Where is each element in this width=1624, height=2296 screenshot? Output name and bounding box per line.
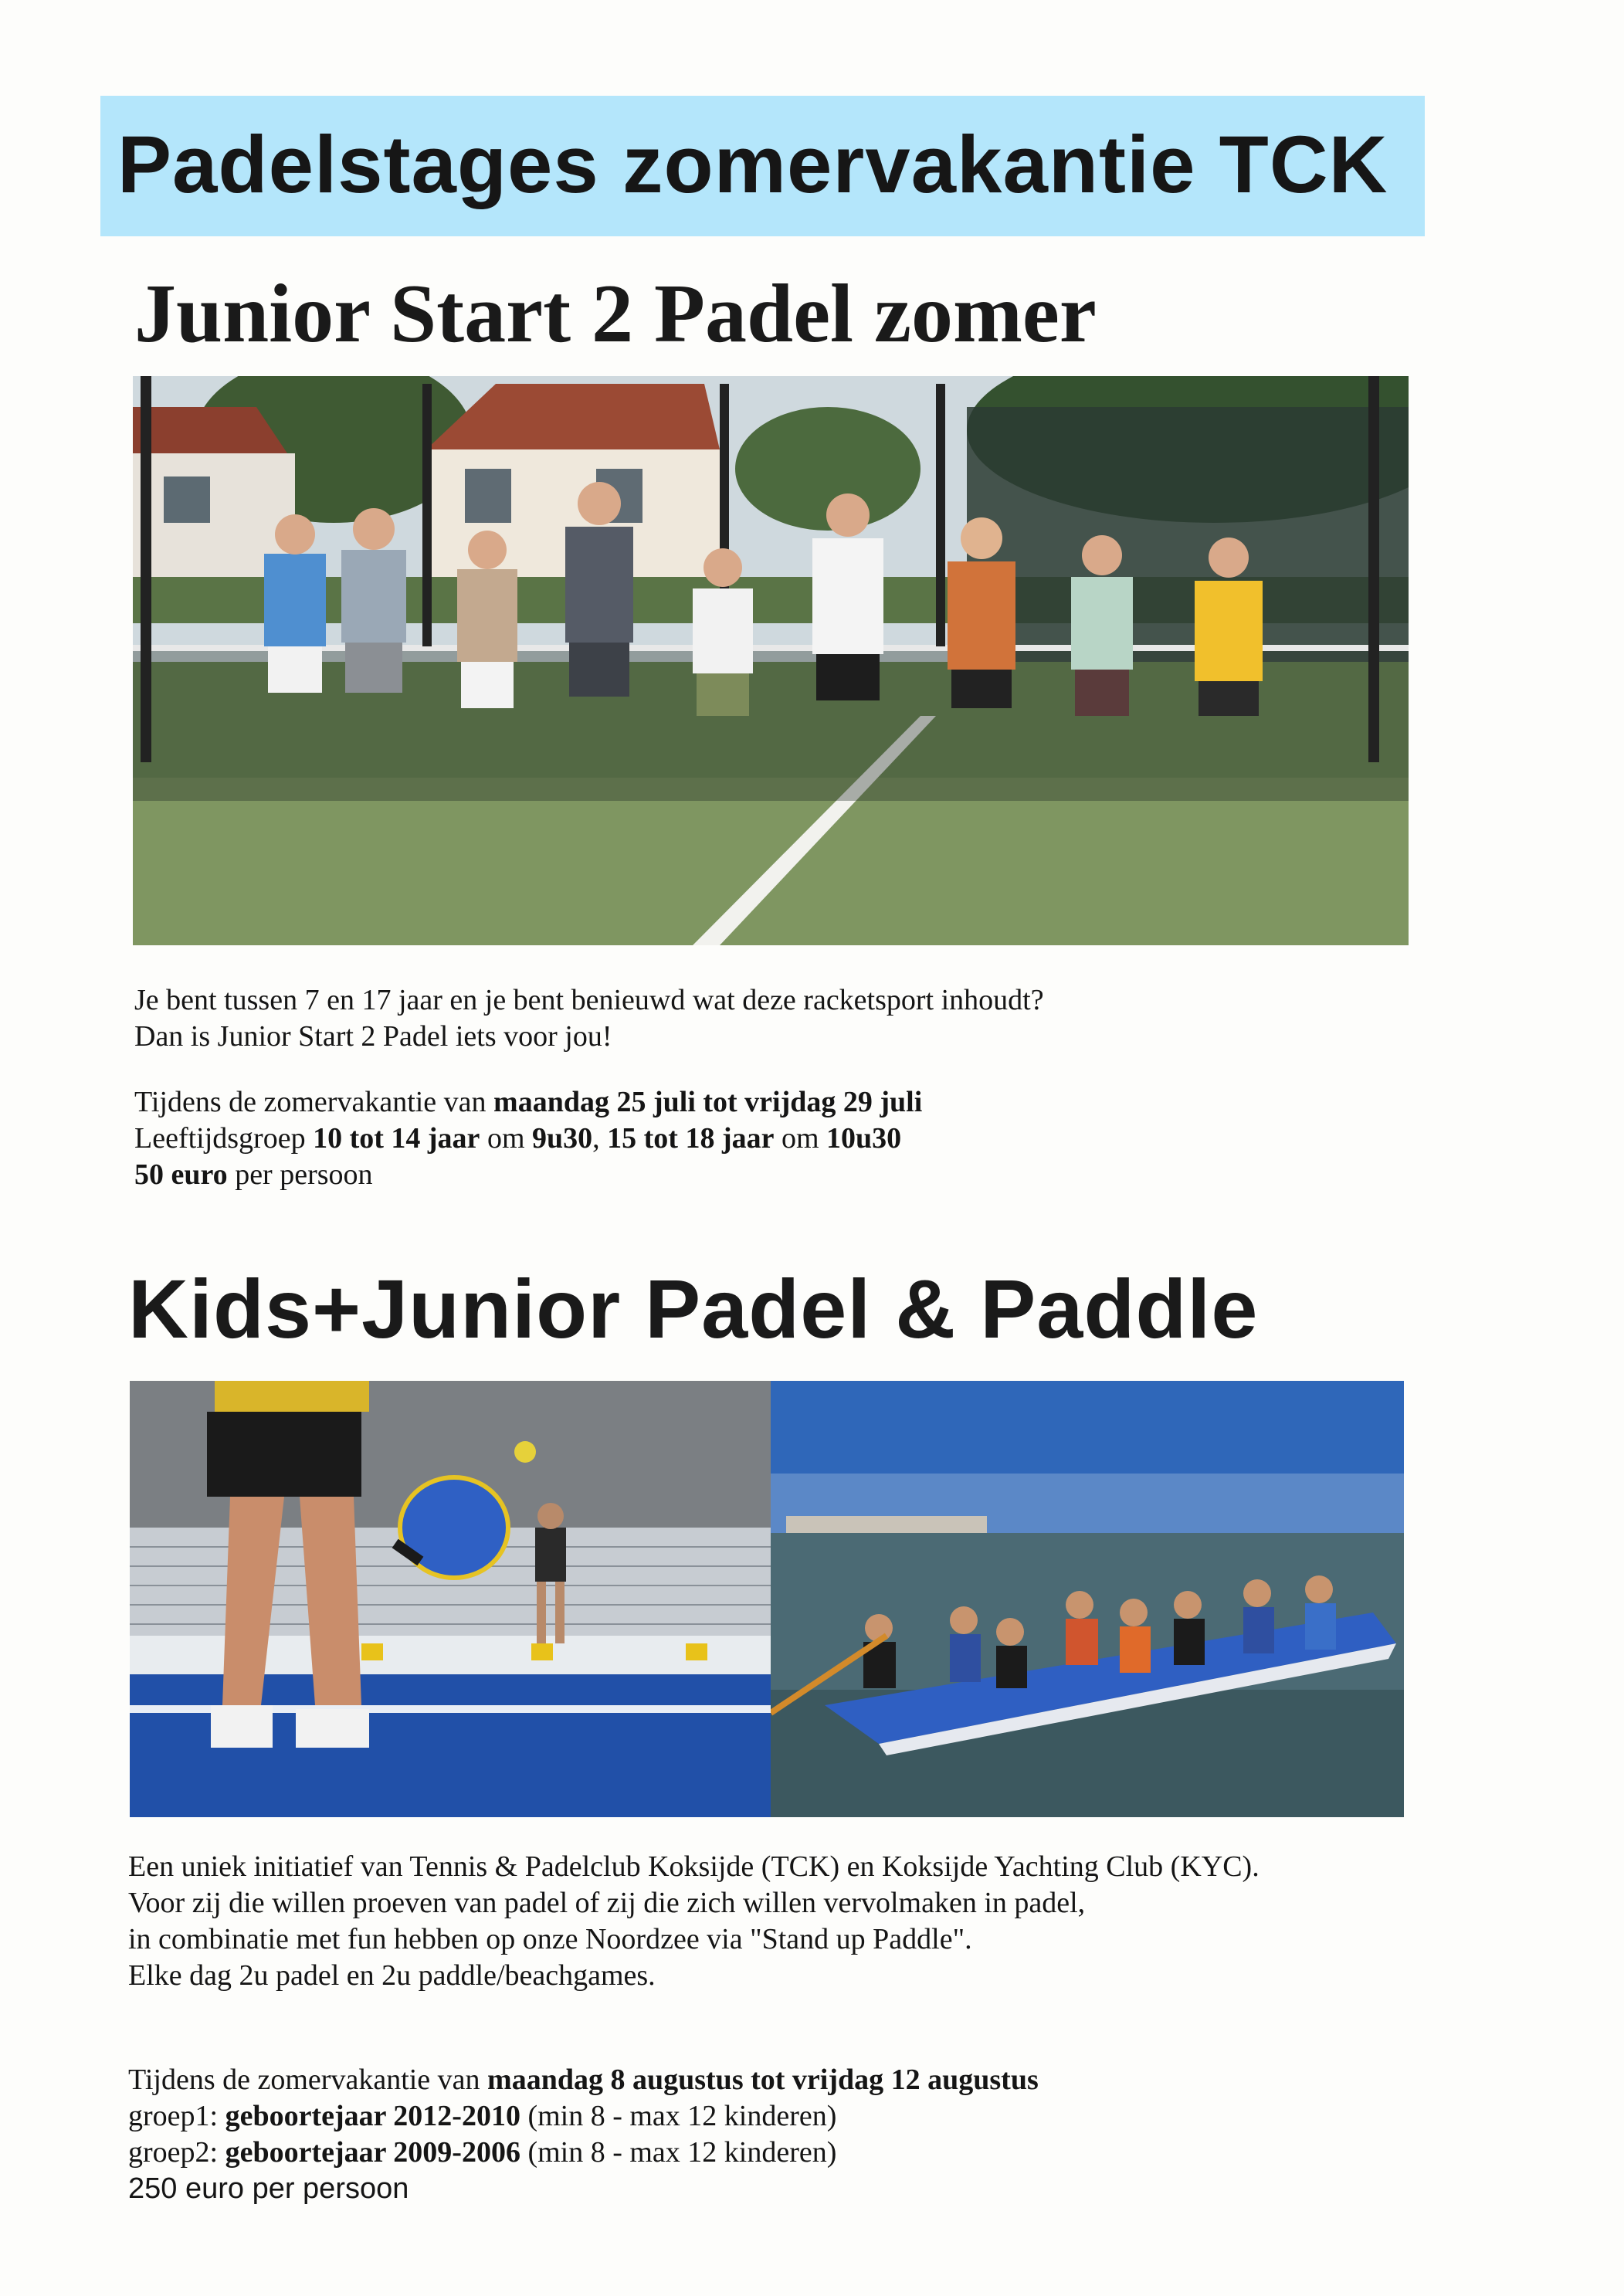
desc-line-3: in combinatie met fun hebben op onze Noordzee via "Stand up Paddle". <box>128 1923 972 1955</box>
date-range: maandag 8 augustus tot vrijdag 12 augustus <box>487 2064 1039 2096</box>
section1-title: Junior Start 2 Padel zomer <box>134 268 1097 360</box>
age-line: Leeftijdsgroep 10 tot 14 jaar om 9u30, 15 tot 18 jaar om 10u30 <box>134 1122 902 1155</box>
section2-description <box>128 1849 1260 1994</box>
price: 50 euro <box>134 1158 228 1191</box>
date-line: Tijdens de zomervakantie van maandag 25 juli tot vrijdag 29 juli <box>134 1086 923 1118</box>
group1-line: groep1: geboortejaar 2012-2010 (min 8 - max 12 kinderen) <box>128 2100 837 2132</box>
group2-line: groep2: geboortejaar 2009-2006 (min 8 - max 12 kinderen) <box>128 2136 837 2169</box>
section2-details <box>128 2062 1039 2207</box>
price-line: 50 euro per persoon <box>134 1158 373 1191</box>
paddle-board-photo <box>771 1381 1404 1817</box>
section1-intro <box>134 982 1044 1055</box>
date-line: Tijdens de zomervakantie van maandag 8 augustus tot vrijdag 12 augustus <box>128 2064 1039 2096</box>
padel-player-photo <box>130 1381 771 1817</box>
intro-line-1: Je bent tussen 7 en 17 jaar en je bent benieuwd wat deze racketsport inhoudt? <box>134 984 1044 1016</box>
intro-line-2: Dan is Junior Start 2 Padel iets voor jou! <box>134 1020 612 1053</box>
header-banner <box>100 96 1425 236</box>
desc-line-1: Een uniek initiatief van Tennis & Padelclub Koksijde (TCK) en Koksijde Yachting Club (KYC). <box>128 1850 1260 1883</box>
date-range: maandag 25 juli tot vrijdag 29 juli <box>493 1086 923 1118</box>
group-photo-padel-court <box>133 376 1409 945</box>
price-line: 250 euro per persoon <box>128 2172 409 2205</box>
page-title: Padelstages zomervakantie TCK <box>117 120 1388 210</box>
desc-line-2: Voor zij die willen proeven van padel of zij die zich willen vervolmaken in padel, <box>128 1887 1086 1919</box>
section1-details <box>134 1084 922 1193</box>
section2-title: Kids+Junior Padel & Paddle <box>128 1262 1259 1355</box>
desc-line-4: Elke dag 2u padel en 2u paddle/beachgames. <box>128 1959 656 1992</box>
